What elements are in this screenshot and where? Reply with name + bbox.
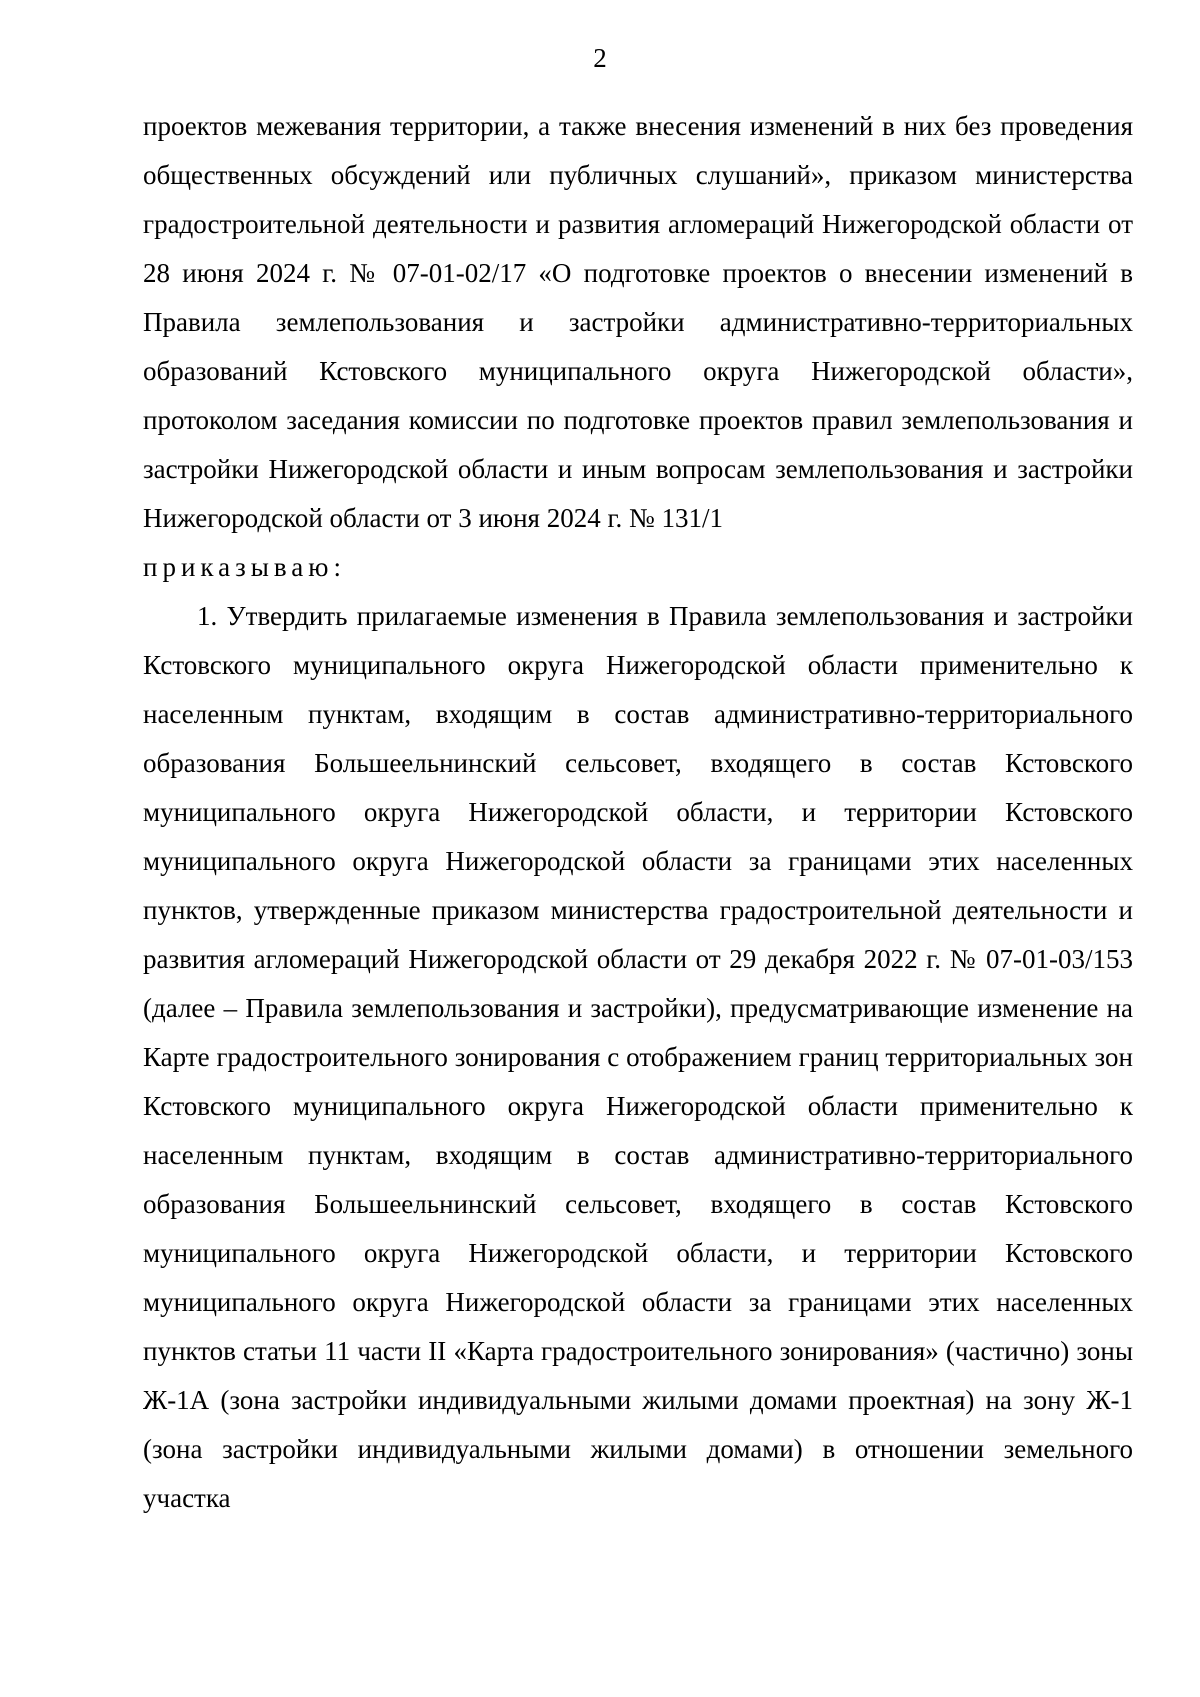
document-body [143, 102, 1133, 1523]
resolution-word: приказываю: [143, 552, 346, 582]
page-number: 2 [593, 43, 607, 73]
preamble-paragraph: проектов межевания территории, а также внесения изменений в них без проведения общественных обсуждений или публичных слушаний», приказом министерства градостроительной деятельности и развития агломераций Нижегородской области от 28 июня 2024 г. № 07-01-02/17 «О подготовке проектов о внесении изменений в Правила землепользования и застройки административно-территориальных образований Кстовского муниципального округа Нижегородской области», протоколом заседания комиссии по подготовке проектов правил землепользования и застройки Нижегородской области и иным вопросам землепользования и застройки Нижегородской области от 3 июня 2024 г. № 131/1 [143, 111, 1133, 533]
order-item-1: 1. Утвердить прилагаемые изменения в Правила землепользования и застройки Кстовского муниципального округа Нижегородской области применительно к населенным пунктам, входящим в состав административно-территориального образования Большеельнинский сельсовет, входящего в состав Кстовского муниципального округа Нижегородской области, и территории Кстовского муниципального округа Нижегородской области за границами этих населенных пунктов, утвержденные приказом министерства градостроительной деятельности и развития агломераций Нижегородской области от 29 декабря 2022 г. № 07-01-03/153 (далее – Правила землепользования и застройки), предусматривающие изменение на Карте градостроительного зонирования с отображением границ территориальных зон Кстовского муниципального округа Нижегородской области применительно к населенным пунктам, входящим в состав административно-территориального образования Большеельнинский сельсовет, входящего в состав Кстовского муниципального округа Нижегородской области, и территории Кстовского муниципального округа Нижегородской области за границами этих населенных пунктов статьи 11 части II «Карта градостроительного зонирования» (частично) зоны Ж-1А (зона застройки индивидуальными жилыми домами проектная) на зону Ж-1 (зона застройки индивидуальными жилыми домами) в отношении земельного участка [143, 601, 1133, 1513]
